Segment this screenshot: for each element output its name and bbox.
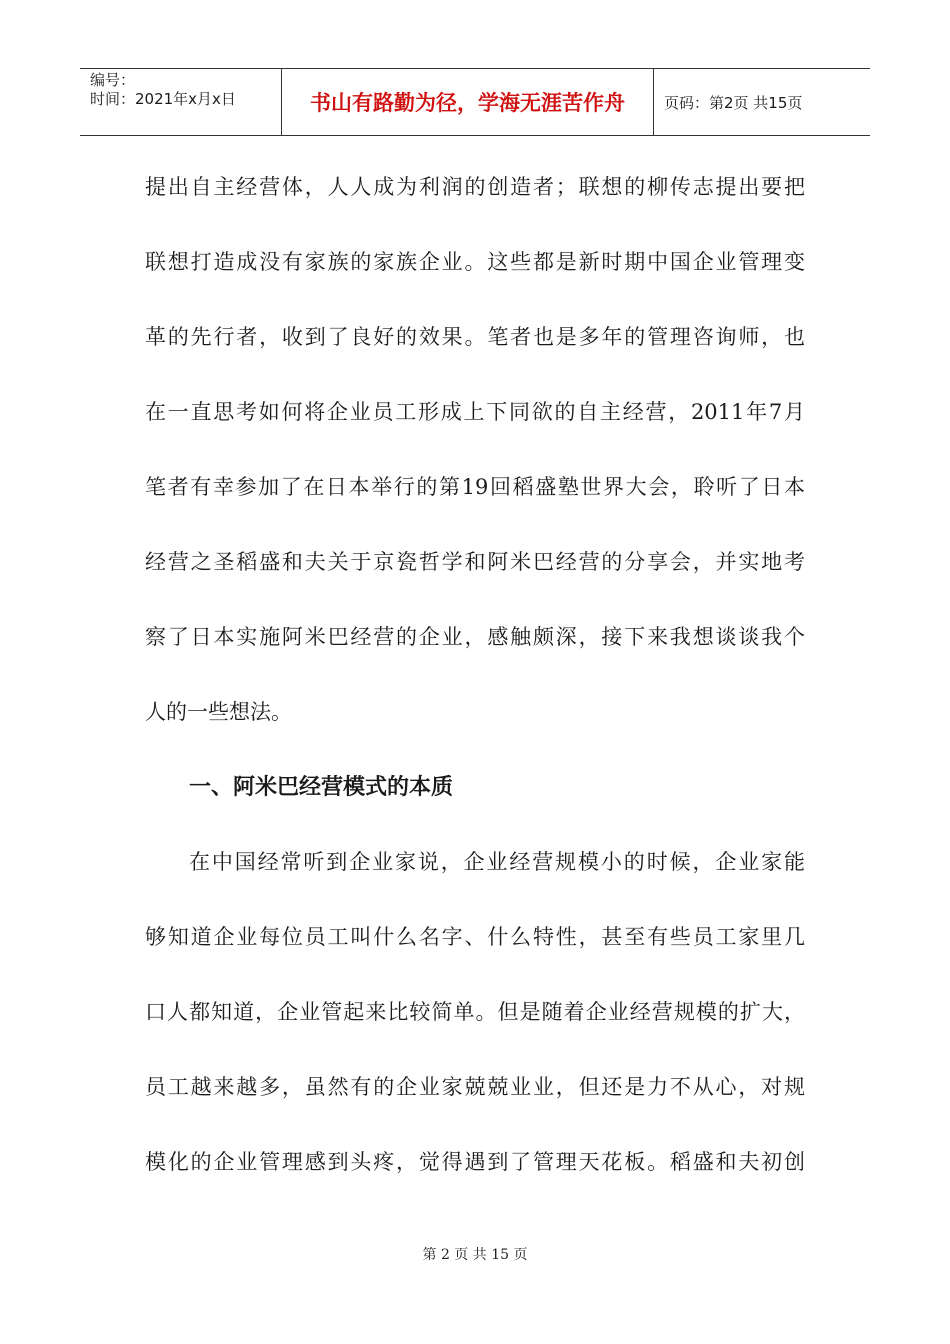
header-motto: 书山有路勤为径，学海无涯苦作舟 (282, 69, 654, 135)
body-line: 察了日本实施阿米巴经营的企业，感触颇深，接下来我想谈谈我个 (145, 625, 805, 649)
body-line: 提出自主经营体，人人成为利润的创造者；联想的柳传志提出要把 (145, 175, 805, 199)
document-body (145, 150, 805, 1200)
section-heading: 一、阿米巴经营模式的本质 (189, 775, 454, 800)
document-time: 时间：2021年x月x日 (90, 90, 236, 108)
body-line: 员工越来越多，虽然有的企业家兢兢业业，但还是力不从心，对规 (145, 1075, 805, 1099)
body-line: 经营之圣稻盛和夫关于京瓷哲学和阿米巴经营的分享会，并实地考 (145, 550, 805, 574)
body-line: 人的一些想法。 (145, 700, 292, 724)
page-footer: 第 2 页 共 15 页 (422, 1247, 528, 1263)
body-line: 笔者有幸参加了在日本举行的第19回稻盛塾世界大会，聆听了日本 (145, 475, 805, 499)
body-line: 口人都知道，企业管起来比较简单。但是随着企业经营规模的扩大， (145, 1000, 805, 1024)
body-line: 够知道企业每位员工叫什么名字、什么特性，甚至有些员工家里几 (145, 925, 805, 949)
body-line: 模化的企业管理感到头疼，觉得遇到了管理天花板。稻盛和夫初创 (145, 1150, 805, 1174)
body-line: 联想打造成没有家族的家族企业。这些都是新时期中国企业管理变 (145, 250, 805, 274)
body-line: 革的先行者，收到了良好的效果。笔者也是多年的管理咨询师，也 (145, 325, 805, 349)
body-line: 在一直思考如何将企业员工形成上下同欲的自主经营，2011年7月 (145, 400, 805, 424)
page-header (80, 68, 870, 136)
header-page-info: 页码：第2页 共15页 (664, 93, 803, 112)
body-line: 在中国经常听到企业家说，企业经营规模小的时候，企业家能 (189, 850, 805, 874)
header-meta (80, 69, 282, 135)
document-number-label: 编号： (90, 71, 136, 89)
